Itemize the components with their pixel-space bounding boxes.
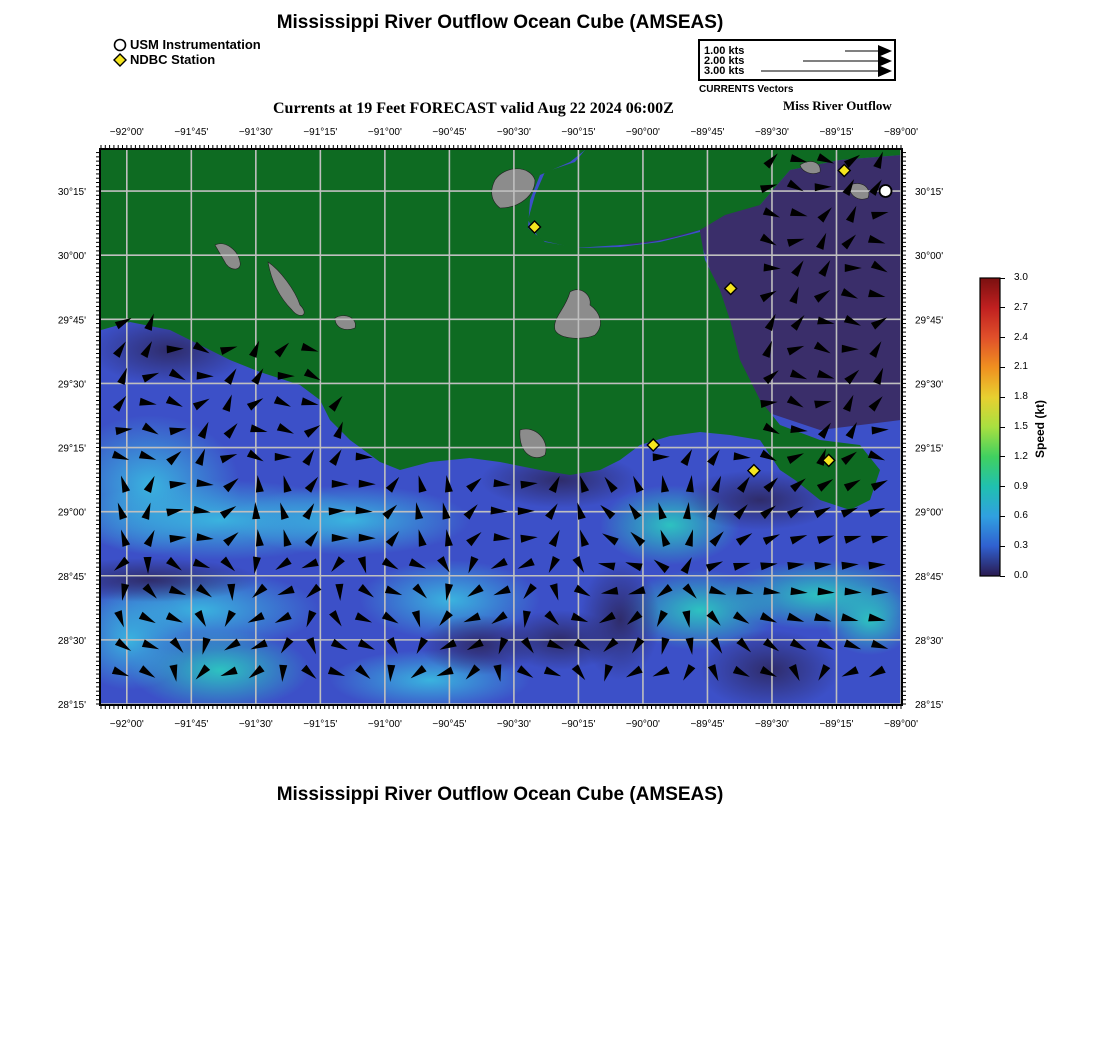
region-label: Miss River Outflow: [783, 98, 892, 113]
map-plot-area: [40, 150, 920, 710]
lat-label-left: 29°45': [57, 315, 86, 327]
colorbar-tick-label: 2.4: [1014, 331, 1028, 343]
usm-station-marker: [880, 185, 892, 197]
lat-label-left: 28°30': [57, 635, 86, 647]
colorbar-tick-mark: [1000, 397, 1005, 398]
colorbar-tick-mark: [1000, 337, 1005, 338]
colorbar-tick-label: 0.3: [1014, 540, 1028, 552]
lon-label-bottom: −89°15': [819, 719, 854, 730]
lat-label-left: 28°45': [57, 571, 86, 583]
lat-label-right: 30°00': [915, 251, 944, 263]
lat-label-left: 29°30': [57, 379, 86, 391]
lat-label-right: 30°15': [915, 187, 944, 199]
ndbc-legend-label: NDBC Station: [130, 52, 216, 67]
map-title-repeat: Mississippi River Outflow Ocean Cube (AMSEAS): [276, 784, 724, 805]
lat-label-right: 29°00': [915, 507, 944, 519]
colorbar-tick-label: 1.2: [1014, 450, 1028, 462]
colorbar-tick-label: 2.1: [1014, 361, 1028, 373]
lon-label-bottom: −91°00': [367, 719, 402, 730]
lon-label-top: −92°00': [109, 127, 144, 138]
colorbar-tick-label: 1.5: [1014, 421, 1028, 432]
colorbar-tick-label: 0.9: [1014, 480, 1028, 492]
vector-key-row-2: 2.00 kts: [704, 55, 745, 67]
colorbar-tick-label: 0.6: [1014, 510, 1028, 522]
lon-label-bottom: −89°45': [690, 719, 725, 730]
colorbar-gradient: [978, 276, 1004, 580]
colorbar-tick-mark: [1000, 486, 1005, 487]
speed-colorbar: [978, 272, 1047, 585]
lat-label-left: 30°00': [57, 251, 86, 263]
lon-label-bottom: −89°30': [754, 719, 789, 730]
lon-label-bottom: −90°15': [561, 719, 596, 730]
lat-label-right: 28°45': [915, 571, 944, 583]
lon-label-bottom: −91°30': [238, 719, 273, 730]
lon-label-bottom: −90°45': [432, 719, 467, 730]
colorbar-tick-mark: [1000, 427, 1005, 428]
vector-key-caption: CURRENTS Vectors: [699, 84, 794, 95]
forecast-subtitle: Currents at 19 Feet FORECAST valid Aug 22 2024 06:00Z: [273, 100, 674, 117]
vector-key-row-3: 3.00 kts: [704, 65, 745, 77]
lon-label-top: −89°15': [819, 127, 854, 138]
colorbar-tick-mark: [1000, 307, 1005, 308]
colorbar-tick-mark: [1000, 576, 1005, 577]
lat-label-right: 28°30': [915, 635, 944, 647]
lat-label-left: 29°15': [57, 443, 86, 455]
lat-label-right: 29°45': [915, 315, 944, 327]
colorbar-tick-mark: [1000, 456, 1005, 457]
lat-label-right: 28°15': [915, 700, 944, 711]
lon-label-top: −91°15': [303, 127, 338, 138]
colorbar-tick-mark: [1000, 546, 1005, 547]
lon-label-bottom: −91°15': [303, 719, 338, 730]
colorbar-tick-label: 1.8: [1014, 391, 1028, 403]
colorbar-label: Speed (kt): [1033, 399, 1047, 458]
lon-label-top: −90°45': [432, 127, 467, 138]
lon-label-top: −91°45': [174, 127, 209, 138]
colorbar-tick-label: 3.0: [1014, 272, 1028, 283]
lon-label-top: −90°15': [561, 127, 596, 138]
lat-label-left: 30°15': [57, 187, 86, 199]
colorbar-tick-label: 0.0: [1014, 570, 1028, 581]
colorbar-tick-mark: [1000, 367, 1005, 368]
usm-legend-label: USM Instrumentation: [130, 37, 261, 52]
lon-label-top: −90°30': [496, 127, 531, 138]
lon-label-top: −89°45': [690, 127, 725, 138]
lon-label-top: −91°00': [367, 127, 402, 138]
lon-label-bottom: −91°45': [174, 719, 209, 730]
vector-key-row-1: 1.00 kts: [704, 45, 745, 57]
lon-label-bottom: −92°00': [109, 719, 144, 730]
colorbar-tick-label: 2.7: [1014, 301, 1028, 313]
lat-label-left: 28°15': [57, 700, 86, 711]
lon-label-bottom: −90°30': [496, 719, 531, 730]
lon-label-bottom: −90°00': [625, 719, 660, 730]
lat-label-left: 29°00': [57, 507, 86, 519]
map-title: Mississippi River Outflow Ocean Cube (AMSEAS): [276, 12, 724, 33]
colorbar-tick-mark: [1000, 516, 1005, 517]
colorbar-tick-mark: [1000, 278, 1005, 279]
lat-label-right: 29°30': [915, 379, 944, 391]
lat-label-right: 29°15': [915, 443, 944, 455]
lon-label-top: −90°00': [625, 127, 660, 138]
lon-label-top: −91°30': [238, 127, 273, 138]
lon-label-top: −89°00': [884, 127, 918, 138]
lon-label-bottom: −89°00': [884, 719, 918, 730]
lon-label-top: −89°30': [754, 127, 789, 138]
